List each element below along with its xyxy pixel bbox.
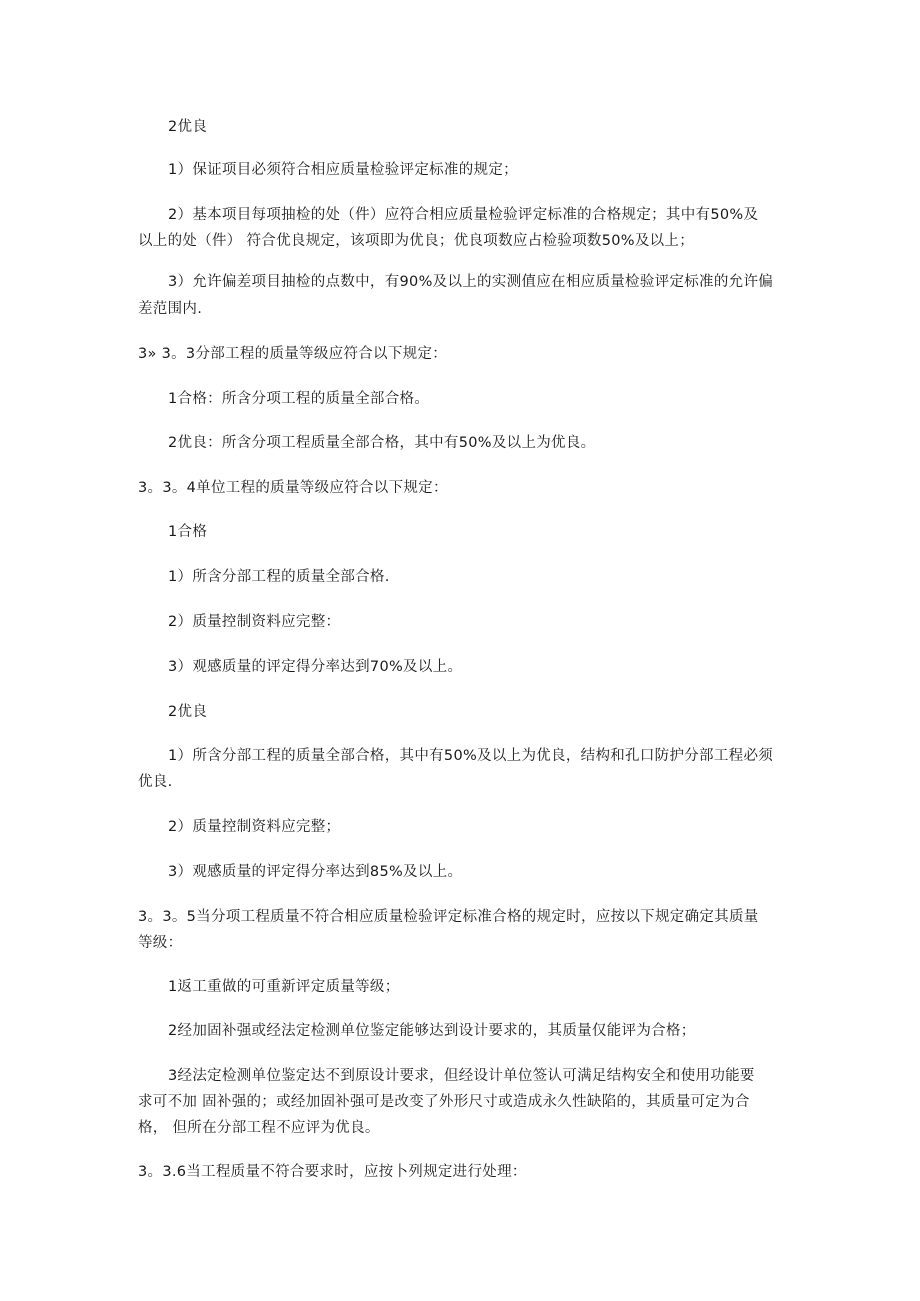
section-label-excellent: 2优良 [168,704,208,720]
clause-item: 2）质量控制资料应完整； [168,819,341,835]
clause-item: 3）允许偏差项目抽检的点数中，有90%及以上的实测值应在相应质量检验评定标准的允许偏 [168,274,774,290]
section-label-qualified: 1合格 [168,524,208,540]
paragraph-line: 以上的处（件） 符合优良规定，该项即为优良；优良项数应占检验项数50%及以上； [138,233,695,249]
clause-item: 1合格：所含分项工程的质量全部合格。 [168,391,430,407]
clause-item: 1）保证项目必须符合相应质量检验评定标准的规定； [168,162,518,178]
clause-item: 1返工重做的可重新评定质量等级； [168,979,400,995]
clause-item: 3经法定检测单位鉴定达不到原设计要求，但经设计单位签认可满足结构安全和使用功能要 [168,1068,755,1084]
section-label-excellent: 2优良 [168,119,208,135]
clause-item: 1）所含分部工程的质量全部合格. [168,569,390,585]
clause-item: 1）所含分部工程的质量全部合格，其中有50%及以上为优良，结构和孔口防护分部工程必须 [168,748,774,764]
clause-item: 3）观感质量的评定得分率达到70%及以上。 [168,659,463,675]
clause-item-continuation: 差范围内. [138,301,203,317]
clause-item-continuation: 格， 但所在分部工程不应评为优良。 [138,1120,380,1136]
clause-item-continuation: 优良. [138,774,173,790]
clause-item: 3）观感质量的评定得分率达到85%及以上。 [168,864,463,880]
section-heading-continuation: 等级： [138,935,183,951]
clause-item: 2经加固补强或经法定检测单位鉴定能够达到设计要求的，其质量仅能评为合格； [168,1023,696,1039]
clause-paragraph-basic [138,202,759,254]
section-heading: 3。3。4单位工程的质量等级应符合以下规定： [138,480,448,496]
clause-item-continuation: 求可不加 固补强的；或经加固补强可是改变了外形尺寸或造成永久性缺陷的，其质量可定为合 [138,1094,750,1110]
clause-item: 2）质量控制资料应完整： [168,614,341,630]
section-heading: 3。3.6当工程质量不符合要求时，应按卜列规定进行处理： [138,1164,527,1180]
paragraph-line: 2）基本项目每项抽检的处（件）应符合相应质量检验评定标准的合格规定；其中有50%及 [168,207,759,223]
section-heading: 3» 3。3分部工程的质量等级应符合以下规定： [138,346,448,362]
section-heading: 3。3。5当分项工程质量不符合相应质量检验评定标准合格的规定时，应按以下规定确定其质量 [138,909,759,925]
clause-item: 2优良：所含分项工程质量全部合格，其中有50%及以上为优良。 [168,435,596,451]
